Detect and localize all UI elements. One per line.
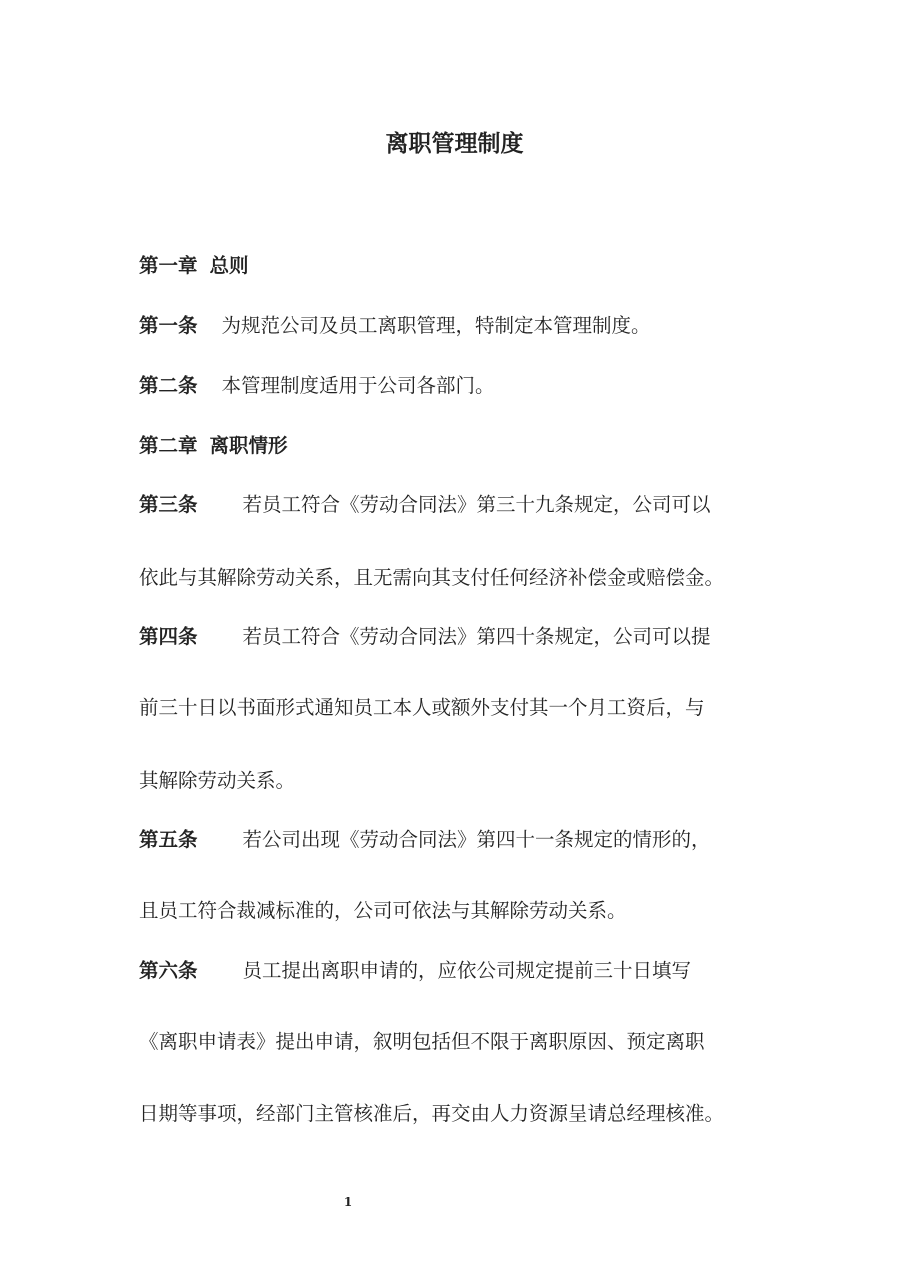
chapter-name: 总则	[209, 254, 249, 277]
article-text-line: 日期等事项，经部门主管核准后，再交由人力资源呈请总经理核准。	[139, 1102, 725, 1125]
article-paragraph	[139, 956, 789, 986]
article-label: 第四条	[139, 625, 198, 648]
article-text: 若员工符合《劳动合同法》第四十条规定，公司可以提	[242, 625, 711, 648]
article-label: 第二条	[139, 374, 198, 397]
article-text: 若公司出现《劳动合同法》第四十一条规定的情形的，	[242, 828, 711, 851]
document-title: 离职管理制度	[385, 131, 524, 157]
chapter-heading	[139, 431, 789, 461]
chapter-heading	[139, 251, 789, 281]
article-paragraph	[139, 371, 789, 401]
article-paragraph	[139, 622, 789, 652]
article-label: 第五条	[139, 828, 198, 851]
article-text-line: 其解除劳动关系。	[139, 769, 296, 792]
article-text: 员工提出离职申请的，应依公司规定提前三十日填写	[242, 959, 692, 982]
article-label: 第一条	[139, 314, 198, 337]
article-text-line: 前三十日以书面形式通知员工本人或额外支付其一个月工资后，与	[139, 696, 705, 719]
chapter-label: 第二章	[139, 434, 198, 457]
article-label: 第六条	[139, 959, 198, 982]
article-label: 第三条	[139, 493, 198, 516]
article-text-line: 《离职申请表》提出申请，叙明包括但不限于离职原因、预定离职	[139, 1030, 705, 1053]
page-number: 1	[343, 1195, 353, 1209]
article-paragraph	[139, 825, 789, 855]
article-text: 为规范公司及员工离职管理，特制定本管理制度。	[221, 314, 651, 337]
article-text-line: 依此与其解除劳动关系，且无需向其支付任何经济补偿金或赔偿金。	[139, 566, 725, 589]
article-text: 若员工符合《劳动合同法》第三十九条规定，公司可以	[242, 493, 711, 516]
chapter-label: 第一章	[139, 254, 198, 277]
article-text-line: 且员工符合裁减标准的，公司可依法与其解除劳动关系。	[139, 899, 627, 922]
article-text: 本管理制度适用于公司各部门。	[221, 374, 495, 397]
article-paragraph	[139, 490, 789, 520]
chapter-name: 离职情形	[209, 434, 288, 457]
article-paragraph	[139, 311, 789, 341]
